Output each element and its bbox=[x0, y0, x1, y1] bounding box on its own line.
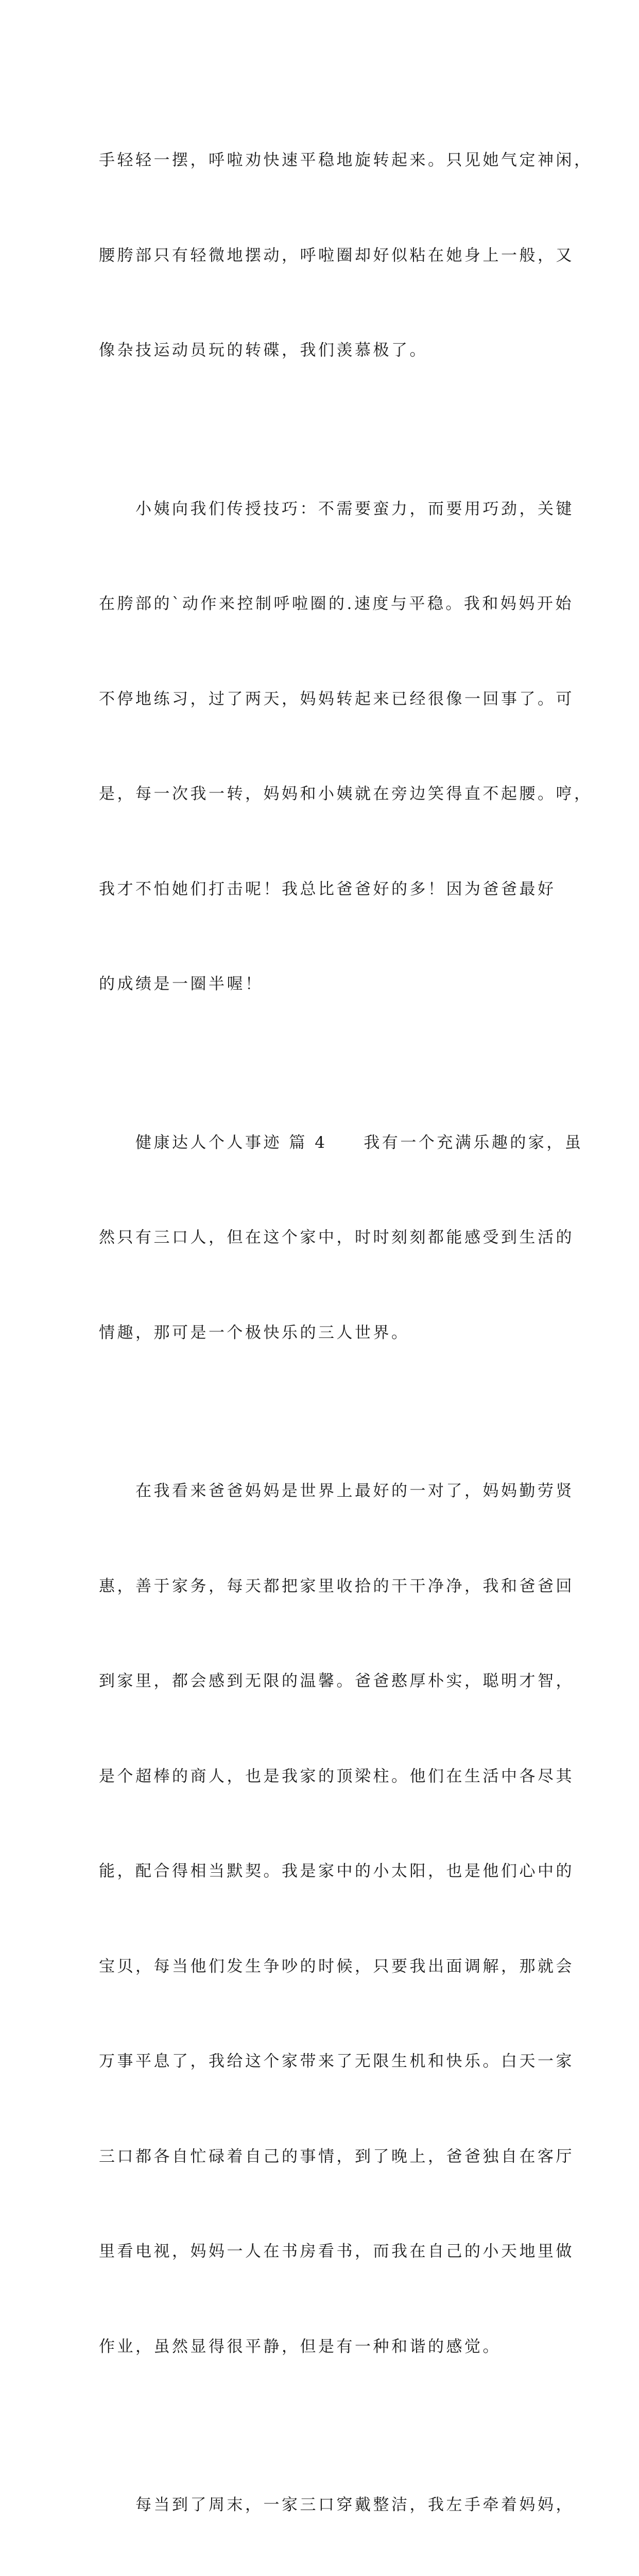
paragraph-5 bbox=[99, 2426, 574, 2576]
text-line: 作业，虽然显得很平静，但是有一种和谐的感觉。 bbox=[99, 2337, 501, 2356]
paragraph-3-section-heading bbox=[99, 1064, 583, 1413]
text-line: 手轻轻一摆，呼啦劝快速平稳地旋转起来。只见她气定神闲， bbox=[99, 151, 593, 170]
text-line: 是，每一次我一转，妈妈和小姨就在旁边笑得直不起腰。哼， bbox=[99, 785, 593, 803]
text-line: 宝贝，每当他们发生争吵的时候，只要我出面调解，那就会 bbox=[99, 1957, 574, 1976]
paragraph-2 bbox=[99, 430, 593, 1064]
text-line: 惠，善于家务，每天都把家里收拾的干干净净，我和爸爸回 bbox=[99, 1577, 574, 1596]
text-line: 三口都各自忙碌着自己的事情，到了晚上，爸爸独自在客厅 bbox=[99, 2147, 574, 2166]
text-line: 能，配合得相当默契。我是家中的小太阳，也是他们心中的 bbox=[99, 1862, 574, 1880]
text-line: 像杂技运动员玩的转碟，我们羡慕极了。 bbox=[99, 341, 428, 360]
text-line: 腰胯部只有轻微地摆动，呼啦圈却好似粘在她身上一般，又 bbox=[99, 246, 574, 265]
text-line: 不停地练习，过了两天，妈妈转起来已经很像一回事了。可 bbox=[99, 689, 574, 708]
text-line: 里看电视，妈妈一人在书房看书，而我在自己的小天地里做 bbox=[99, 2242, 574, 2261]
text-line: 万事平息了，我给这个家带来了无限生机和快乐。白天一家 bbox=[99, 2052, 574, 2071]
text-line: 情趣，那可是一个极快乐的三人世界。 bbox=[99, 1323, 410, 1342]
text-line: 然只有三口人，但在这个家中，时时刻刻都能感受到生活的 bbox=[99, 1228, 574, 1247]
paragraph-4 bbox=[99, 1412, 574, 2426]
text-line: 在我看来爸爸妈妈是世界上最好的一对了，妈妈勤劳贤 bbox=[99, 1482, 574, 1500]
text-line: 健康达人个人事迹 篇 4 我有一个充满乐趣的家，虽 bbox=[99, 1133, 583, 1152]
document-body bbox=[99, 81, 593, 2576]
text-line: 每当到了周末，一家三口穿戴整洁，我左手牵着妈妈， bbox=[99, 2496, 574, 2514]
text-line: 小姨向我们传授技巧：不需要蛮力，而要用巧劲，关键 bbox=[99, 499, 574, 518]
text-line: 到家里，都会感到无限的温馨。爸爸憨厚朴实，聪明才智， bbox=[99, 1672, 574, 1690]
text-line: 我才不怕她们打击呢！我总比爸爸好的多！因为爸爸最好 bbox=[99, 879, 556, 899]
paragraph-1 bbox=[99, 81, 593, 430]
text-line: 是个超棒的商人，也是我家的顶梁柱。他们在生活中各尽其 bbox=[99, 1767, 574, 1786]
text-line: 的成绩是一圈半喔！ bbox=[99, 975, 264, 993]
text-line: 在胯部的`动作来控制呼啦圈的.速度与平稳。我和妈妈开始 bbox=[99, 595, 574, 613]
